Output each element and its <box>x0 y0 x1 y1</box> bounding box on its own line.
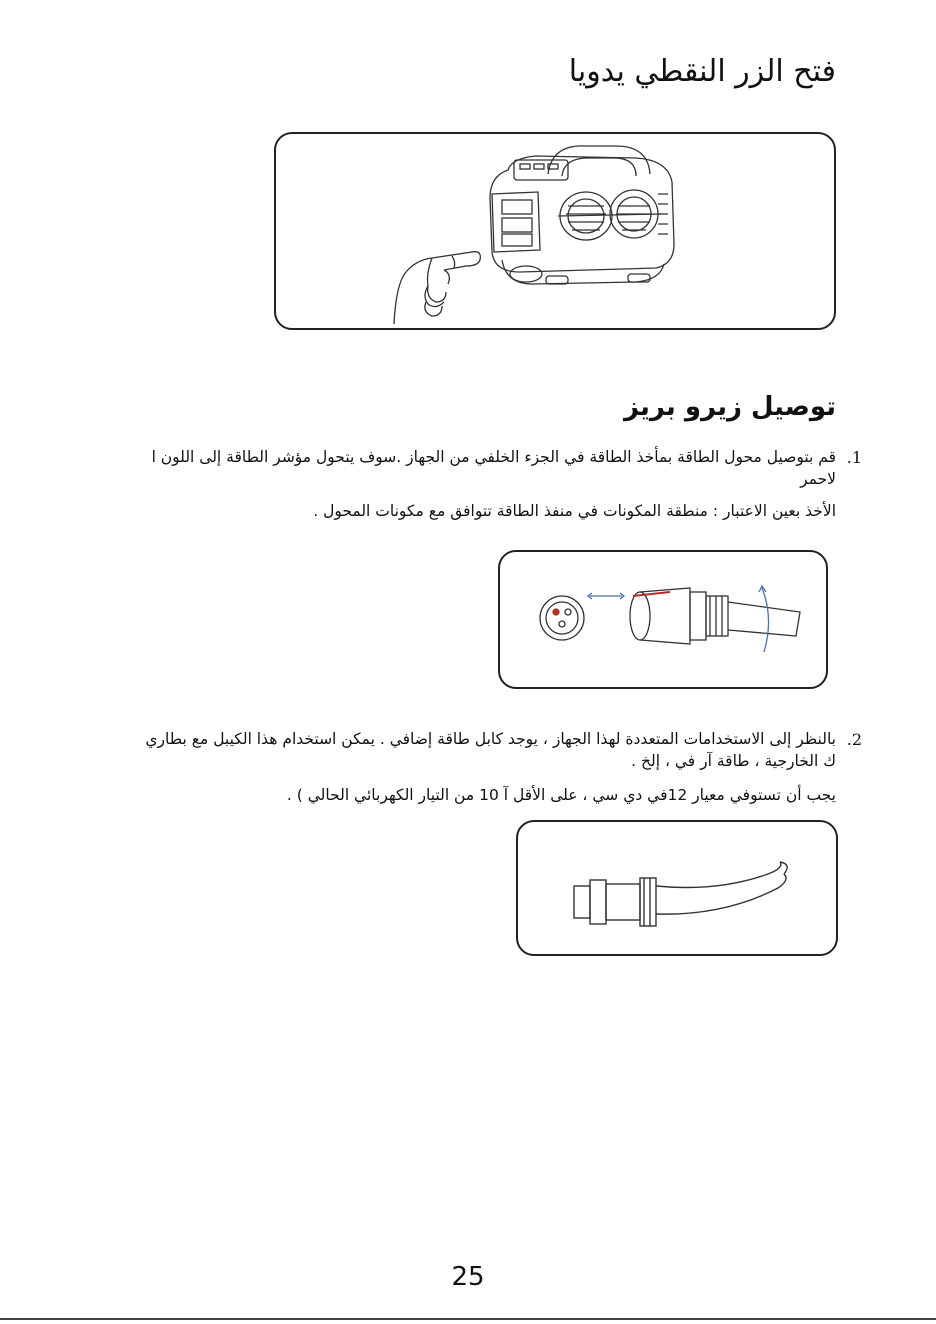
step-1-line-1: قم بتوصيل محول الطاقة بمأخذ الطاقة في الجزء الخلفي من الجهاز .سوف يتحول مؤشر الطاقة إلى اللون ا <box>151 448 836 466</box>
step-2-text <box>110 728 836 772</box>
step-1-note: الأخذ بعين الاعتبار : منطقة المكونات في منفذ الطاقة تتوافق مع مكونات المحول . <box>313 502 836 520</box>
illustration-extra-power-cable <box>516 820 838 956</box>
illustration-device-hand <box>274 132 836 330</box>
step-2-note: يجب أن تستوفي معيار 12في دي سي ، على الأقل آ 10 من التيار الكهربائي الحالي ) . <box>286 786 836 804</box>
step-2-line-1: بالنظر إلى الاستخدامات المتعددة لهذا الجهاز ، يوجد كابل طاقة إضافي . يمكن استخدام هذا الكيبل مع بطاري <box>145 730 836 748</box>
page-number: 25 <box>451 1262 485 1292</box>
section-title-manual-open: فتح الزر النقطي يدويا <box>568 54 836 89</box>
section-title-connecting: توصيل زيرو بريز <box>623 392 836 422</box>
step-1-line-2: لاحمر <box>800 470 836 488</box>
step-2-line-2: ك الخارجية ، طاقة آر في ، إلخ . <box>631 752 836 770</box>
step-number-2: .2 <box>846 730 862 749</box>
bottom-divider <box>0 1318 936 1320</box>
illustration-power-connector <box>498 550 828 689</box>
step-1-text <box>110 446 836 490</box>
step-number-1: .1 <box>846 448 862 467</box>
